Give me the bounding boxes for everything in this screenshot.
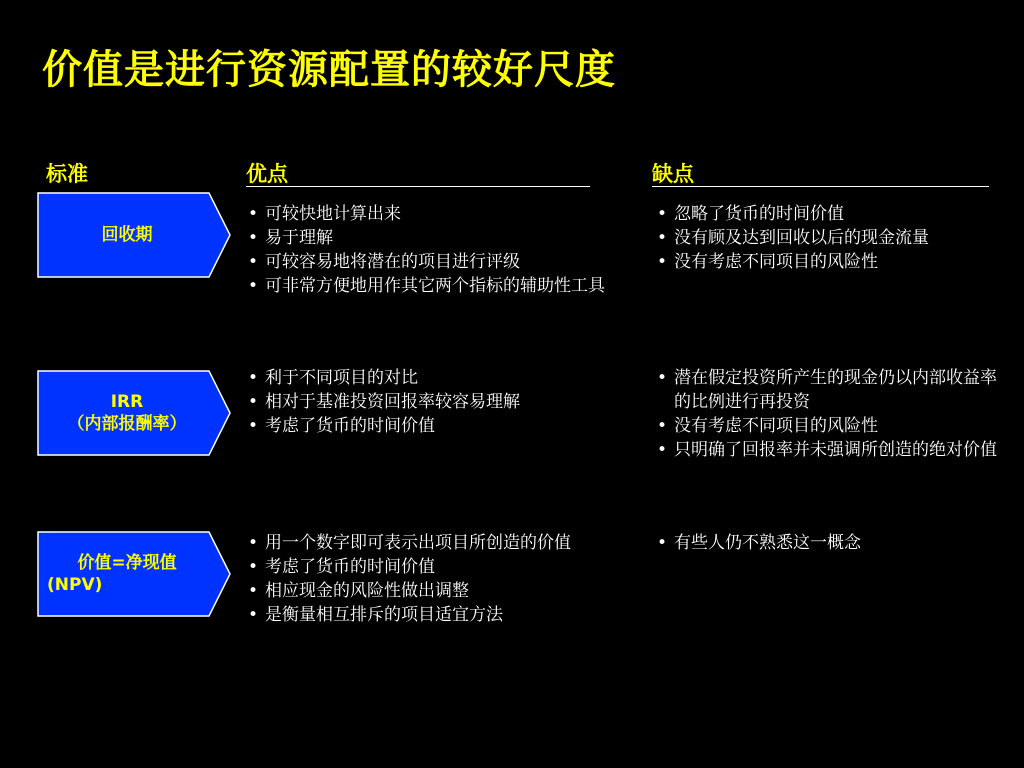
pro-item: • 可较快地计算出来 <box>248 202 620 226</box>
con-item: • 忽略了货币的时间价值 <box>657 202 1009 226</box>
header-cons: 缺点 <box>652 162 694 186</box>
criterion-label <box>37 192 217 278</box>
con-item: • 没有顾及达到回收以后的现金流量 <box>657 226 1009 250</box>
con-item: • 有些人仍不熟悉这一概念 <box>657 531 1009 555</box>
header-pros-rule <box>246 186 590 187</box>
pros-list-npv <box>248 531 620 627</box>
criterion-chevron-npv <box>37 531 233 617</box>
pros-list-irr <box>248 366 620 438</box>
header-cons-rule <box>652 186 989 187</box>
criterion-chevron-irr <box>37 370 233 456</box>
header-pros: 优点 <box>246 162 288 186</box>
criterion-chevron-payback <box>37 192 233 278</box>
pro-item: • 相对于基准投资回报率较容易理解 <box>248 390 620 414</box>
criterion-label-line: 回收期 <box>101 225 153 245</box>
con-item: • 没有考虑不同项目的风险性 <box>657 250 1009 274</box>
pro-item: • 考虑了货币的时间价值 <box>248 555 620 579</box>
pro-item: • 是衡量相互排斥的项目适宜方法 <box>248 603 620 627</box>
pro-item: • 易于理解 <box>248 226 620 250</box>
criterion-label <box>37 531 217 617</box>
criterion-label-line: （内部报酬率） <box>67 414 187 434</box>
cons-list-irr <box>657 366 1009 462</box>
pro-item: • 可非常方便地用作其它两个指标的辅助性工具 <box>248 274 620 298</box>
cons-list-npv <box>657 531 1009 555</box>
pro-item: • 用一个数字即可表示出项目所创造的价值 <box>248 531 620 555</box>
pros-list-payback <box>248 202 620 298</box>
con-item: • 没有考虑不同项目的风险性 <box>657 414 1009 438</box>
criterion-label-line: (NPV) <box>47 575 103 595</box>
con-item: • 潜在假定投资所产生的现金仍以内部收益率的比例进行再投资 <box>657 366 1009 414</box>
pro-item: • 利于不同项目的对比 <box>248 366 620 390</box>
pro-item: • 相应现金的风险性做出调整 <box>248 579 620 603</box>
con-item: • 只明确了回报率并未强调所创造的绝对价值 <box>657 438 1009 462</box>
pro-item: • 考虑了货币的时间价值 <box>248 414 620 438</box>
cons-list-payback <box>657 202 1009 274</box>
criterion-label-line: IRR <box>110 392 144 412</box>
criterion-label-line: 价值=净现值 <box>77 553 177 573</box>
slide-title: 价值是进行资源配置的较好尺度 <box>42 46 616 93</box>
criterion-label <box>37 370 217 456</box>
header-criteria: 标准 <box>46 162 88 186</box>
pro-item: • 可较容易地将潜在的项目进行评级 <box>248 250 620 274</box>
